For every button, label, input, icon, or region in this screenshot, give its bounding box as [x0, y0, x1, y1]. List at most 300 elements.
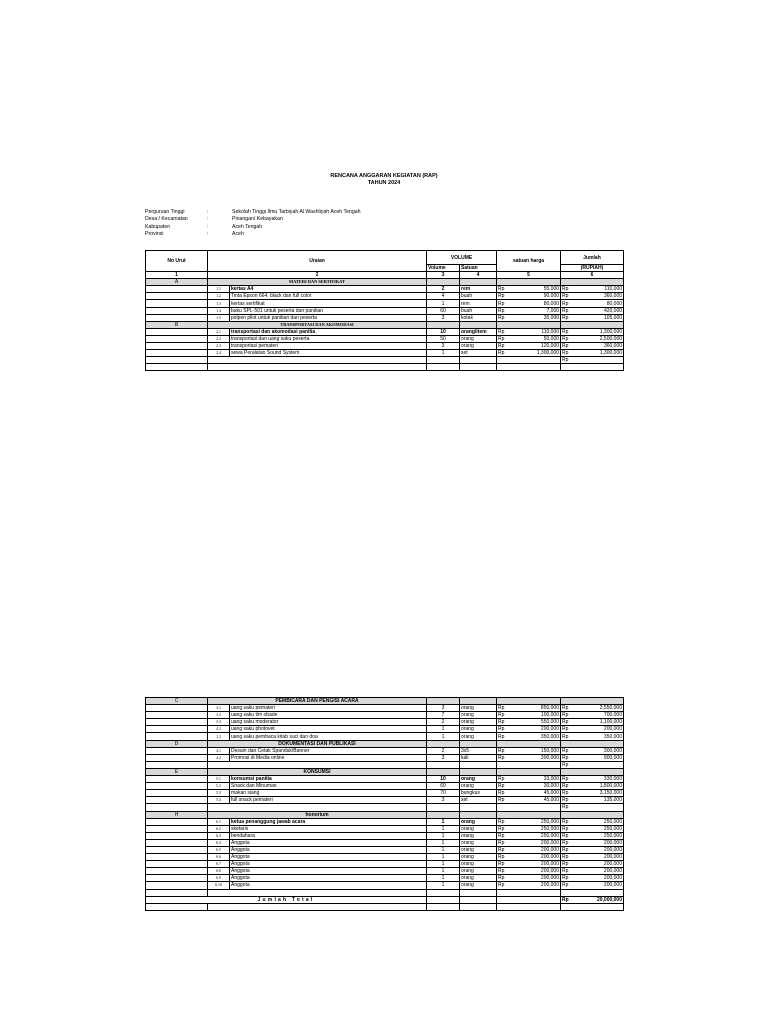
info-label: Kabupaten: [145, 223, 171, 230]
currency-label: Rp: [498, 705, 505, 712]
item-name: Anggota: [230, 861, 427, 868]
info-label: Desa / Kecamatan: [145, 216, 188, 223]
item-volume: 1: [427, 818, 460, 825]
total-value: 330,000: [603, 776, 622, 783]
currency-label: Rp: [498, 854, 505, 861]
price-value: 200,000: [540, 839, 559, 846]
table-row: [146, 861, 624, 868]
currency-label: Rp: [562, 286, 569, 293]
item-volume: 7: [427, 712, 460, 719]
item-name: uang saku tim obade: [230, 712, 427, 719]
col-number: 3: [427, 272, 460, 279]
currency-label: Rp: [498, 335, 505, 342]
item-unit-price: [497, 783, 561, 790]
currency-label: Rp: [562, 797, 569, 804]
item-name: uang saku pemateri: [230, 705, 427, 712]
row-blank: [146, 861, 208, 868]
item-unit-price: [497, 832, 561, 839]
item-unit: orang: [460, 832, 497, 839]
empty-cell: [146, 889, 208, 896]
header-rupiah: (RUPIAH): [561, 265, 624, 272]
section-title: PEMBICARA DAN PENGISI ACARA: [208, 698, 427, 705]
item-number: 1.1: [208, 286, 230, 293]
currency-label: Rp: [498, 832, 505, 839]
info-colon: :: [207, 231, 209, 238]
row-blank: [497, 804, 561, 811]
item-unit-price: [497, 747, 561, 754]
item-name: bendahara: [230, 832, 427, 839]
item-unit-price: [497, 868, 561, 875]
item-unit-price: [497, 328, 561, 335]
item-volume: 1: [427, 825, 460, 832]
currency-label: Rp: [498, 818, 505, 825]
item-unit-price: [497, 293, 561, 300]
row-blank: [460, 804, 497, 811]
empty-cell: [427, 889, 460, 896]
item-name: kertas sertifikat: [230, 300, 427, 307]
col-number: 5: [497, 272, 561, 279]
price-value: 850,000: [540, 705, 559, 712]
item-number: 6.4: [208, 839, 230, 846]
empty-cell: [208, 889, 427, 896]
row-blank: [146, 314, 208, 321]
item-name: Anggota: [230, 846, 427, 853]
currency-label: Rp: [498, 797, 505, 804]
currency-label: Rp: [498, 754, 505, 761]
item-number: 4.2: [208, 754, 230, 761]
section-empty-cell: [561, 321, 624, 328]
currency-label: Rp: [562, 328, 569, 335]
item-number: 6.10: [208, 882, 230, 889]
item-unit: orang: [460, 783, 497, 790]
document-year: TAHUN 2024: [367, 180, 401, 186]
currency-label: Rp: [498, 776, 505, 783]
item-unit: orang: [460, 854, 497, 861]
item-number: 3.3: [208, 719, 230, 726]
item-total: [561, 832, 624, 839]
empty-cell: [208, 903, 427, 910]
price-value: 550,000: [540, 719, 559, 726]
info-label: Perguruan Tinggi: [145, 209, 185, 215]
row-blank: [146, 733, 208, 740]
section-empty-cell: [497, 321, 561, 328]
table-row: [146, 846, 624, 853]
document-title: RENCANA ANGGARAN KEGIATAN (RAP): [330, 173, 438, 179]
row-blank: [146, 754, 208, 761]
section-code: C: [146, 698, 208, 705]
item-name: makan siang: [230, 790, 427, 797]
table-row: [146, 783, 624, 790]
item-unit-price: [497, 307, 561, 314]
total-value: 900,000: [603, 754, 622, 761]
section-code: H: [146, 811, 208, 818]
price-value: 45,000: [543, 790, 559, 797]
table-row: [146, 733, 624, 740]
item-unit-price: [497, 790, 561, 797]
table-row: [146, 818, 624, 825]
item-unit-price: [497, 343, 561, 350]
item-unit: orang: [460, 733, 497, 740]
item-unit-price: [497, 754, 561, 761]
table-row: [146, 307, 624, 314]
section-empty-cell: [427, 698, 460, 705]
info-row: [145, 209, 361, 216]
section-empty-cell: [561, 279, 624, 286]
info-row: [145, 216, 361, 223]
table-row: [146, 705, 624, 712]
currency-label: Rp: [562, 314, 569, 321]
section-code: E: [146, 768, 208, 775]
currency-label: Rp: [562, 293, 569, 300]
item-volume: 4: [427, 293, 460, 300]
row-blank: [146, 343, 208, 350]
price-value: 150,000: [540, 747, 559, 754]
empty-cell: [460, 903, 497, 910]
item-name: uang saku pembaca kitab suci dan doa: [230, 733, 427, 740]
total-value: 1,300,000: [599, 328, 623, 335]
budget-table-page-2: [145, 697, 624, 911]
budget-table-page-1: [145, 250, 624, 371]
item-unit: orang: [460, 882, 497, 889]
col-number: 1: [146, 272, 208, 279]
subtotal-row: [146, 357, 624, 364]
info-block: [145, 209, 361, 239]
item-number: 1.2: [208, 733, 230, 740]
item-number: 2.4: [208, 350, 230, 357]
header-uraian: Uraian: [208, 251, 427, 272]
item-total: [561, 293, 624, 300]
section-empty-cell: [460, 321, 497, 328]
currency-label: Rp: [562, 783, 569, 790]
row-blank: [146, 818, 208, 825]
row-blank: [208, 761, 427, 768]
currency-label: Rp: [562, 705, 569, 712]
total-value: 135,000: [603, 797, 622, 804]
item-unit: orang: [460, 861, 497, 868]
currency-label: Rp: [498, 293, 505, 300]
item-number: 5.3: [208, 790, 230, 797]
item-volume: 3: [427, 314, 460, 321]
header-volume: VOLUME: [427, 251, 497, 265]
total-value: 700,000: [603, 712, 622, 719]
price-value: 200,000: [540, 847, 559, 854]
section-code: B: [146, 321, 208, 328]
row-blank: [146, 747, 208, 754]
header-no-urut: No Urut: [146, 251, 208, 272]
item-name: Snack dan Minuman: [230, 783, 427, 790]
item-volume: 1: [427, 300, 460, 307]
price-value: 250,000: [540, 825, 559, 832]
header-satuan-sub: Satuan: [460, 265, 497, 272]
empty-cell: [561, 364, 624, 371]
currency-label: Rp: [498, 712, 505, 719]
info-label: Provinsi: [145, 231, 164, 238]
item-number: 6.9: [208, 875, 230, 882]
currency-label: Rp: [562, 307, 569, 314]
total-value: 250,000: [603, 832, 622, 839]
item-volume: 3: [427, 797, 460, 804]
currency-label: Rp: [498, 847, 505, 854]
item-unit: buah: [460, 293, 497, 300]
empty-cell: [208, 364, 427, 371]
item-number: 2.2: [208, 335, 230, 342]
item-volume: 1: [427, 726, 460, 733]
total-value: 250,000: [603, 825, 622, 832]
item-unit-price: [497, 854, 561, 861]
price-value: 110,000: [541, 328, 560, 335]
info-row: [145, 231, 361, 238]
item-number: 3.1: [208, 705, 230, 712]
row-blank: [427, 896, 460, 903]
col-number: 4: [460, 272, 497, 279]
currency-label: Rp: [562, 861, 569, 868]
subtotal-currency: Rp: [561, 804, 624, 811]
item-unit: orang: [460, 719, 497, 726]
empty-cell: [460, 364, 497, 371]
currency-label: Rp: [562, 712, 569, 719]
table-row: [146, 747, 624, 754]
item-total: [561, 335, 624, 342]
item-name: Tinta Epson 664, black dan full color: [230, 293, 427, 300]
row-blank: [497, 357, 561, 364]
row-blank: [146, 790, 208, 797]
price-value: 1,300,000: [536, 350, 560, 357]
row-blank: [146, 300, 208, 307]
currency-label: Rp: [562, 754, 569, 761]
item-total: [561, 882, 624, 889]
info-colon: :: [207, 216, 209, 223]
item-volume: 1: [427, 350, 460, 357]
table-row: [146, 839, 624, 846]
item-volume: 1: [427, 854, 460, 861]
total-value: 200,000: [603, 839, 622, 846]
item-number: 2.3: [208, 343, 230, 350]
table-row: [146, 754, 624, 761]
item-name: Anggota: [230, 839, 427, 846]
item-unit: orang: [460, 839, 497, 846]
item-unit-price: [497, 846, 561, 853]
item-unit-price: [497, 350, 561, 357]
item-unit: buah: [460, 307, 497, 314]
subtotal-currency: Rp: [561, 357, 624, 364]
total-value: 420,000: [603, 307, 623, 314]
row-blank: [146, 719, 208, 726]
price-value: 300,000: [540, 754, 559, 761]
section-title: KONSUMSI: [208, 768, 427, 775]
item-unit: set: [460, 797, 497, 804]
item-volume: 1: [427, 868, 460, 875]
item-name: uang saku moderator: [230, 719, 427, 726]
info-colon: :: [207, 209, 209, 215]
currency-label: Rp: [498, 314, 505, 321]
info-value: Sekolah Tinggi Ilmu Tarbiyah Al Washliyah Aceh Tengah: [232, 209, 361, 215]
section-row: [146, 740, 624, 747]
total-value: 80,000: [606, 300, 623, 307]
section-title: TRANSPORTASI DAN AKOMODASI: [208, 321, 427, 328]
currency-label: Rp: [498, 343, 505, 350]
info-value: Aceh Tengah: [232, 223, 263, 230]
currency-label: Rp: [562, 818, 569, 825]
section-empty-cell: [497, 279, 561, 286]
total-value: 1,800,000: [599, 783, 622, 790]
item-number: 1.5: [208, 314, 230, 321]
table-row: [146, 875, 624, 882]
item-unit-price: [497, 839, 561, 846]
table-row: [146, 314, 624, 321]
item-total: [561, 712, 624, 719]
table-row: [146, 832, 624, 839]
total-value: 2,550,000: [599, 705, 622, 712]
section-empty-cell: [460, 698, 497, 705]
table-row: [146, 825, 624, 832]
item-unit-price: [497, 300, 561, 307]
item-total: [561, 875, 624, 882]
item-total: [561, 350, 624, 357]
table-row: [146, 882, 624, 889]
row-blank: [146, 293, 208, 300]
item-volume: 1: [427, 882, 460, 889]
currency-label: Rp: [562, 726, 569, 733]
total-value: 3,150,000: [599, 790, 622, 797]
currency-label: Rp: [498, 868, 505, 875]
price-value: 7,000: [546, 307, 560, 314]
currency-label: Rp: [562, 719, 569, 726]
section-empty-cell: [561, 811, 624, 818]
item-volume: 1: [427, 839, 460, 846]
empty-cell: [561, 903, 624, 910]
item-total: [561, 733, 624, 740]
total-value: 110,000: [604, 286, 623, 293]
item-unit-price: [497, 314, 561, 321]
price-value: 250,000: [540, 818, 559, 825]
info-value: Pinangan/ Kebayakan: [232, 216, 283, 223]
item-name: Anggota: [230, 868, 427, 875]
item-unit: orang: [460, 868, 497, 875]
item-total: [561, 868, 624, 875]
item-unit: set: [460, 350, 497, 357]
table-row: [146, 790, 624, 797]
currency-label: Rp: [562, 733, 569, 740]
row-blank: [146, 832, 208, 839]
total-value: 200,000: [603, 726, 622, 733]
subtotal-row: [146, 804, 624, 811]
total-value: 250,000: [603, 818, 622, 825]
item-number: 3.2: [208, 712, 230, 719]
item-unit-price: [497, 818, 561, 825]
total-value: 105,000: [603, 314, 623, 321]
item-number: 5.4: [208, 797, 230, 804]
currency-label: Rp: [562, 747, 569, 754]
subtotal-currency: Rp: [561, 761, 624, 768]
item-total: [561, 307, 624, 314]
item-total: [561, 797, 624, 804]
item-total: [561, 300, 624, 307]
section-empty-cell: [460, 740, 497, 747]
currency-label: Rp: [562, 776, 569, 783]
row-blank: [146, 825, 208, 832]
total-value: 2,500,000: [599, 335, 623, 342]
price-value: 30,000: [543, 783, 559, 790]
currency-label: Rp: [562, 790, 569, 797]
currency-label: Rp: [498, 286, 505, 293]
item-unit-price: [497, 861, 561, 868]
item-unit: orang: [460, 875, 497, 882]
item-volume: 2: [427, 719, 460, 726]
section-empty-cell: [497, 768, 561, 775]
item-total: [561, 754, 624, 761]
row-blank: [146, 875, 208, 882]
price-value: 200,000: [540, 861, 559, 868]
header-satuan-harga: satuan harga: [497, 251, 561, 272]
currency-label: Rp: [562, 896, 569, 903]
price-value: 250,000: [540, 832, 559, 839]
item-number: 2.1: [208, 328, 230, 335]
item-volume: 60: [427, 307, 460, 314]
item-volume: 3: [427, 754, 460, 761]
section-title: honorium: [208, 811, 427, 818]
table-row: [146, 712, 624, 719]
item-number: 6.8: [208, 868, 230, 875]
item-name: transportasi dan uang saku peserta: [230, 335, 427, 342]
item-total: [561, 719, 624, 726]
table-row: [146, 343, 624, 350]
empty-cell: [497, 889, 561, 896]
grand-total-row: [146, 896, 624, 903]
total-value: 360,000: [603, 293, 623, 300]
total-value: 200,000: [603, 847, 622, 854]
table-row: [146, 726, 624, 733]
currency-label: Rp: [562, 350, 569, 357]
item-number: 5.1: [208, 776, 230, 783]
currency-label: Rp: [498, 861, 505, 868]
total-value: 360,000: [603, 343, 623, 350]
section-empty-cell: [561, 768, 624, 775]
currency-label: Rp: [498, 719, 505, 726]
price-value: 35,000: [543, 314, 560, 321]
header-jumlah: Jumlah: [561, 251, 624, 265]
section-code: A: [146, 279, 208, 286]
item-total: [561, 776, 624, 783]
item-name: full snack pemateri: [230, 797, 427, 804]
row-blank: [146, 350, 208, 357]
price-value: 90,000: [543, 293, 560, 300]
table-row: [146, 719, 624, 726]
empty-cell: [427, 903, 460, 910]
section-empty-cell: [427, 740, 460, 747]
item-unit: orang: [460, 335, 497, 342]
currency-label: Rp: [498, 825, 505, 832]
section-row: [146, 811, 624, 818]
item-number: 1.3: [208, 300, 230, 307]
subtotal-row: [146, 761, 624, 768]
item-volume: 3: [427, 705, 460, 712]
item-name: ketua penanggung jawab acara: [230, 818, 427, 825]
currency-label: Rp: [562, 854, 569, 861]
item-name: uang saku photovet: [230, 726, 427, 733]
item-number: 6.2: [208, 825, 230, 832]
item-name: kertas A4: [230, 286, 427, 293]
item-unit-price: [497, 882, 561, 889]
item-total: [561, 818, 624, 825]
currency-label: Rp: [498, 307, 505, 314]
row-blank: [460, 357, 497, 364]
total-value: 200,000: [603, 861, 622, 868]
header-volume-sub: Volume: [427, 265, 460, 272]
item-number: 6.5: [208, 846, 230, 853]
section-title: MATERI DAN SERTIFIKAT: [208, 279, 427, 286]
item-volume: 2: [427, 747, 460, 754]
item-name: transportasi dan akomodasi panitia: [230, 328, 427, 335]
